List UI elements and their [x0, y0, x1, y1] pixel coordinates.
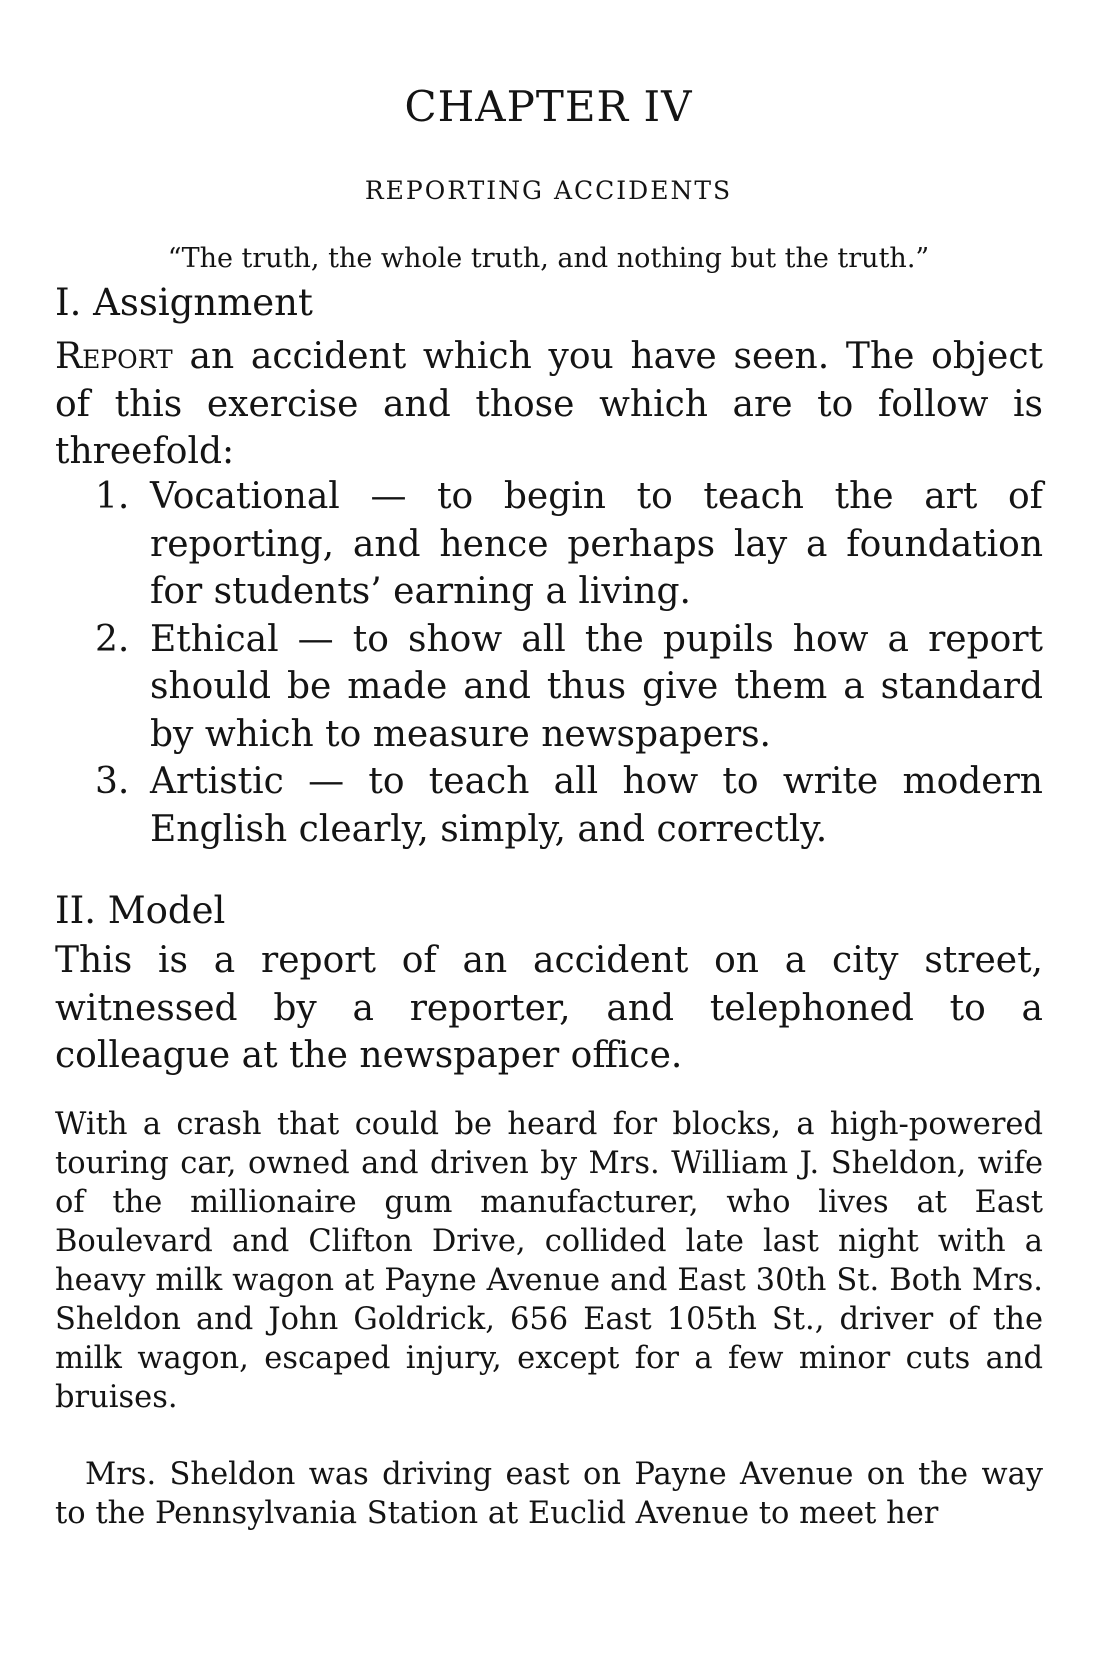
list-item-number: 1. — [95, 476, 130, 517]
objectives-list — [95, 473, 1043, 853]
list-item-text: Artistic — to teach all how to write modern English clearly, simply, and correctly. — [150, 761, 1043, 850]
list-item — [95, 616, 1043, 759]
model-paragraph: With a crash that could be heard for blocks, a high-powered touring car, owned and driven by Mrs. William J. Sheldon, wife of the millionaire gum manufacturer, who lives at East Boulevard and Clifton Drive, collided late last night with a heavy milk wagon at Payne Avenue and East 30th St. Both Mrs. Sheldon and John Goldrick, 656 East 105th St., driver of the milk wagon, escaped injury, except for a few minor cuts and bruises. — [55, 1107, 1043, 1415]
epigraph: “The truth, the whole truth, and nothing but the truth.” — [167, 243, 930, 274]
list-item — [95, 758, 1043, 853]
list-item-number: 3. — [95, 761, 130, 802]
model-intro: This is a report of an accident on a city street, witnessed by a reporter, and telephoned to a colleague at the newspaper office. — [55, 940, 1043, 1076]
model-paragraph: Mrs. Sheldon was driving east on Payne Avenue on the way to the Pennsylvania Station at Euclid Avenue to meet her — [55, 1457, 1043, 1531]
lead-word: Report — [55, 336, 173, 377]
list-item-text: Ethical — to show all the pupils how a report should be made and thus give them a standard by which to measure newspapers. — [150, 618, 1043, 755]
section-heading-model: II. Model — [55, 889, 226, 932]
assignment-intro-text: an accident which you have seen. The object of this exercise and those which are to follow is threefold: — [55, 336, 1043, 472]
chapter-subtitle: REPORTING ACCIDENTS — [364, 176, 733, 205]
chapter-title: CHAPTER IV — [404, 82, 693, 131]
list-item-text: Vocational — to begin to teach the art of reporting, and hence perhaps lay a foundation for students’ earning a living. — [150, 476, 1043, 612]
assignment-intro — [55, 333, 1043, 476]
list-item — [95, 473, 1043, 616]
section-heading-assignment: I. Assignment — [55, 281, 313, 324]
list-item-number: 2. — [95, 618, 130, 660]
